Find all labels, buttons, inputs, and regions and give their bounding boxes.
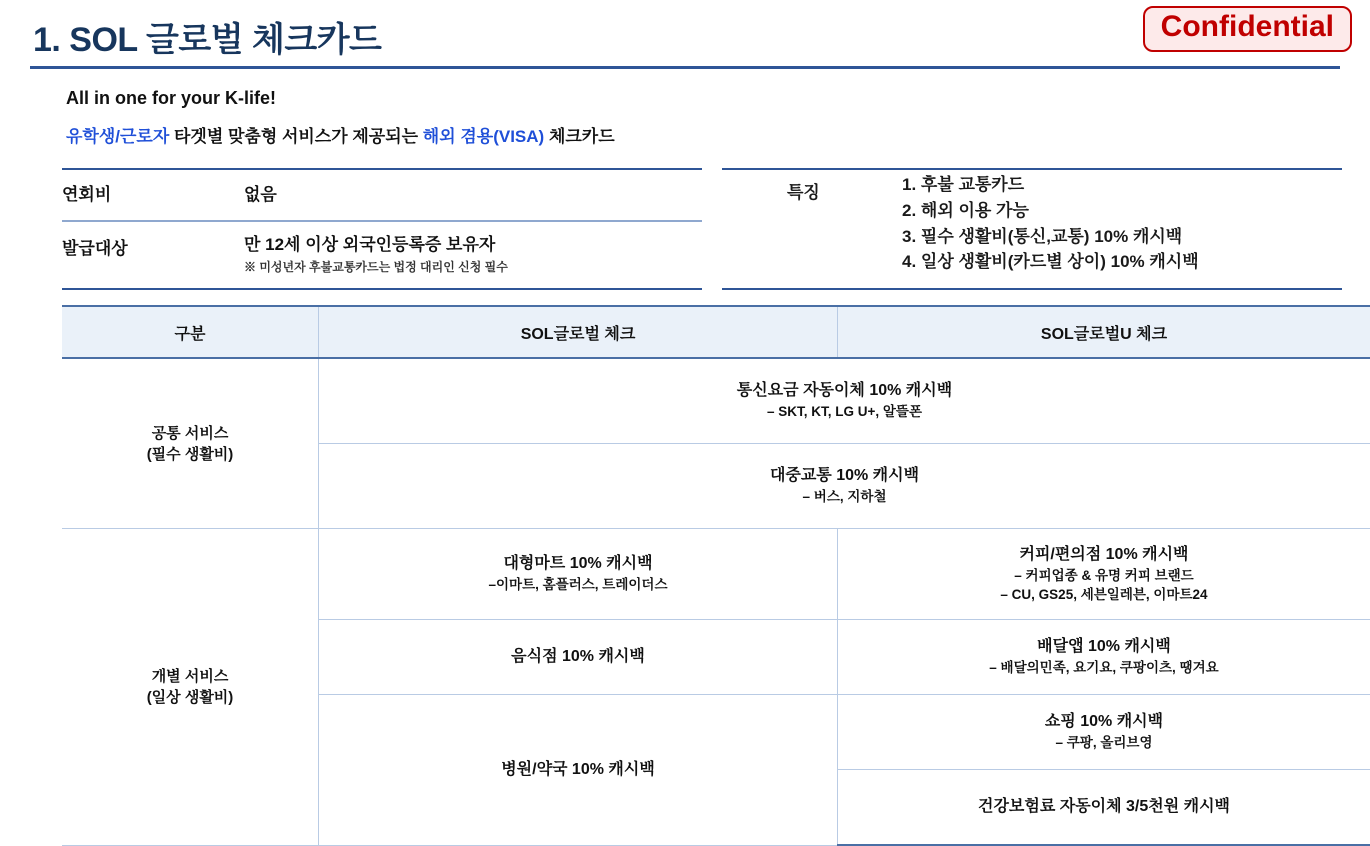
features-label: 특징 <box>787 178 820 203</box>
cell-telecom <box>319 358 1370 444</box>
spec-block <box>62 168 1342 290</box>
cell-transit-sub: – 버스, 지하철 <box>323 488 1366 507</box>
annual-fee-value: 없음 <box>244 180 277 205</box>
target-label-row <box>62 234 128 259</box>
intro-text-2: 체크카드 <box>544 127 614 146</box>
table-row <box>62 358 1370 444</box>
table-row <box>62 529 1370 620</box>
annual-fee-label: 연회비 <box>62 180 111 205</box>
feature-item-3: 3. 필수 생활비(통신,교통) 10% 캐시백 <box>902 224 1199 250</box>
spec-rule-bottom-right <box>722 288 1342 290</box>
intro-highlight-visa: 해외 겸용(VISA) <box>423 127 544 146</box>
spec-rule-mid-left <box>62 220 702 222</box>
feature-item-1: 1. 후불 교통카드 <box>902 172 1199 198</box>
cell-hospital-pharmacy-main: 병원/약국 10% 캐시백 <box>323 759 833 781</box>
row-category-common <box>62 358 319 529</box>
intro-text-1: 타겟별 맞춤형 서비스가 제공되는 <box>169 127 423 146</box>
confidential-badge: Confidential <box>1143 6 1352 52</box>
cell-shopping-sub: – 쿠팡, 올리브영 <box>842 734 1366 753</box>
cell-shopping <box>838 695 1370 770</box>
issue-target-value: 만 12세 이상 외국인등록증 보유자 <box>244 230 508 255</box>
title-divider <box>30 66 1340 69</box>
row-category-individual <box>62 529 319 846</box>
issue-target-label: 발급대상 <box>62 234 128 259</box>
cell-coffee-cvs-sub: – 커피업종 & 유명 커피 브랜드 – CU, GS25, 세븐일레븐, 이마트24 <box>842 567 1366 604</box>
cell-restaurant <box>319 620 838 695</box>
cell-mart-sub: –이마트, 홈플러스, 트레이더스 <box>323 576 833 595</box>
intro-subline <box>66 122 615 147</box>
cell-delivery-sub: – 배달의민족, 요기요, 쿠팡이츠, 땡겨요 <box>842 659 1366 678</box>
table-header-category: 구분 <box>62 306 319 358</box>
cell-health-insurance-main: 건강보험료 자동이체 3/5천원 캐시백 <box>842 796 1366 818</box>
cell-mart <box>319 529 838 620</box>
cell-coffee-cvs <box>838 529 1370 620</box>
spec-rule-top-right <box>722 168 1342 170</box>
intro-highlight-target: 유학생/근로자 <box>66 127 169 146</box>
issue-target-note: ※ 미성년자 후불교통카드는 법정 대리인 신청 필수 <box>244 258 508 275</box>
target-value-row <box>244 230 508 275</box>
cell-health-insurance <box>838 770 1370 846</box>
table-header-row <box>62 306 1370 358</box>
feature-item-2: 2. 해외 이용 가능 <box>902 198 1199 224</box>
cell-delivery <box>838 620 1370 695</box>
cell-restaurant-main: 음식점 10% 캐시백 <box>323 646 833 668</box>
spec-rule-bottom-left <box>62 288 702 290</box>
spec-gap <box>706 170 708 288</box>
cell-telecom-main: 통신요금 자동이체 10% 캐시백 <box>323 380 1366 402</box>
comparison-table <box>62 305 1370 846</box>
spec-rule-top-left <box>62 168 702 170</box>
cell-telecom-sub: – SKT, KT, LG U+, 알뜰폰 <box>323 403 1366 422</box>
cell-shopping-main: 쇼핑 10% 캐시백 <box>842 711 1366 733</box>
cell-delivery-main: 배달앱 10% 캐시백 <box>842 636 1366 658</box>
row-category-common-text: 공통 서비스 (필수 생활비) <box>147 425 234 463</box>
page-title: 1. SOL 글로벌 체크카드 <box>33 12 381 61</box>
feature-item-4: 4. 일상 생활비(카드별 상이) 10% 캐시백 <box>902 249 1199 275</box>
annual-fee-label-row <box>62 180 111 205</box>
table-header-card-b: SOL글로벌U 체크 <box>838 306 1370 358</box>
intro-headline: All in one for your K-life! <box>66 88 276 109</box>
annual-fee-value-row <box>244 180 277 205</box>
cell-mart-main: 대형마트 10% 캐시백 <box>323 553 833 575</box>
table-header-card-a: SOL글로벌 체크 <box>319 306 838 358</box>
cell-hospital-pharmacy <box>319 695 838 846</box>
cell-coffee-cvs-main: 커피/편의점 10% 캐시백 <box>842 544 1366 566</box>
row-category-individual-text: 개별 서비스 (일상 생활비) <box>147 668 234 706</box>
cell-transit <box>319 444 1370 529</box>
cell-transit-main: 대중교통 10% 캐시백 <box>323 465 1366 487</box>
features-list <box>902 172 1199 275</box>
